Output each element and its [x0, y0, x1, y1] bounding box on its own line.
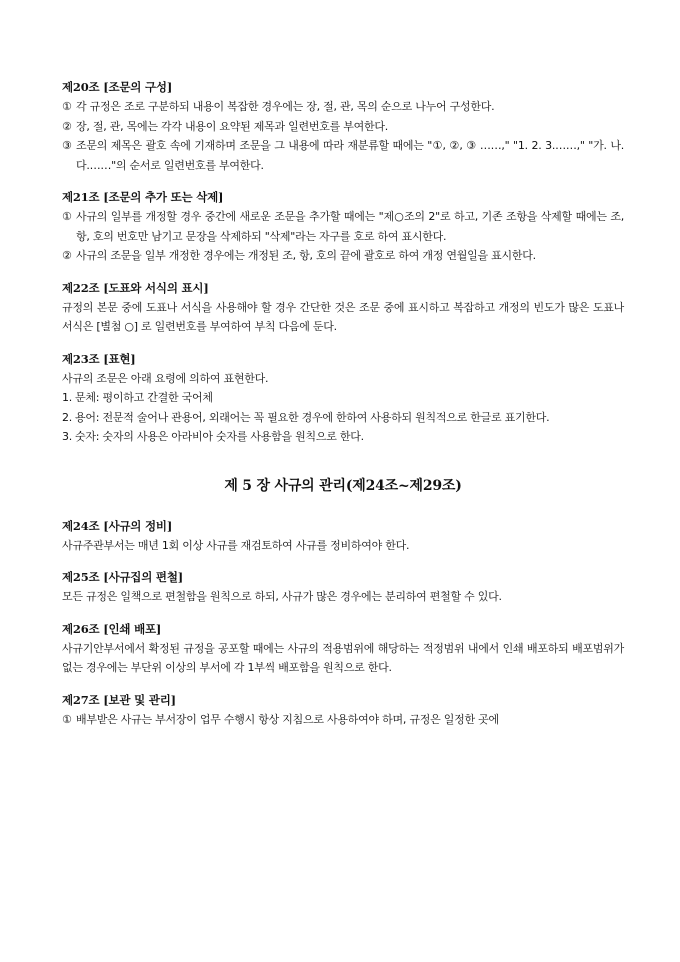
item-number: 2.	[62, 410, 72, 424]
item-number: 3.	[62, 430, 72, 443]
clause-item	[62, 246, 624, 266]
clause-item	[62, 136, 624, 175]
clause-text: 각 규정은 조로 구분하되 내용이 복잡한 경우에는 장, 절, 관, 목의 순으로 나누어 구성한다.	[76, 100, 495, 113]
article-23	[62, 350, 624, 447]
article-title: 제23조 [표현]	[62, 351, 136, 366]
clause-text: 사규의 조문을 일부 개정한 경우에는 개정된 조, 항, 호의 끝에 괄호로 하여 개정 연월일을 표시한다.	[76, 249, 536, 262]
document-page	[62, 78, 624, 729]
clause-marker: ①	[62, 100, 72, 113]
clause-item	[62, 97, 624, 117]
clause-text: 사규의 일부를 개정할 경우 중간에 새로운 조문을 추가할 때에는 "제○조의 2"로 하고, 기존 조항을 삭제할 때에는 조, 항, 호의 번호만 남기고 문장을 삭제하되 "삭제"라는 자구를 호로 하여 표시한다.	[76, 210, 624, 243]
article-title: 제24조 [사규의 정비]	[62, 518, 173, 533]
article-title: 제27조 [보관 및 관리]	[62, 692, 176, 707]
item-text: 문체: 평이하고 간결한 국어체	[75, 391, 213, 404]
item-text: 숫자: 숫자의 사용은 아라비아 숫자를 사용함을 원칙으로 한다.	[75, 430, 364, 443]
clause-text: 장, 절, 관, 목에는 각각 내용이 요약된 제목과 일련번호를 부여한다.	[76, 119, 388, 133]
article-22	[62, 279, 624, 337]
numbered-item	[62, 408, 624, 428]
article-body: 사규기안부서에서 확정된 규정을 공포할 때에는 사규의 적용범위에 해당하는 적정범위 내에서 인쇄 배포하되 배포범위가 없는 경우에는 부단위 이상의 부서에 각 1부씩 배포함을 원칙으로 한다.	[62, 641, 624, 674]
clause-text: 조문의 제목은 괄호 속에 기재하며 조문을 그 내용에 따라 재분류할 때에는 "①, ②, ③ ……," "1. 2. 3.……," "가. 나. 다.……"의 순서로 일련번호를 부여한다.	[76, 139, 624, 172]
item-text: 용어: 전문적 술어나 관용어, 외래어는 꼭 필요한 경우에 한하여 사용하되 원칙적으로 한글로 표기한다.	[75, 410, 550, 424]
article-body: 사규주관부서는 매년 1회 이상 사규를 재검토하여 사규를 정비하여야 한다.	[62, 538, 410, 552]
clause-marker: ②	[62, 249, 72, 262]
clause-text: 배부받은 사규는 부서장이 업무 수행시 항상 지침으로 사용하여야 하며, 규정은 일정한 곳에	[76, 712, 499, 726]
article-title: 제22조 [도표와 서식의 표시]	[62, 280, 209, 295]
article-title: 제26조 [인쇄 배포]	[62, 621, 162, 636]
article-title: 제20조 [조문의 구성]	[62, 80, 173, 94]
clause-marker: ①	[62, 712, 72, 726]
article-body: 규정의 본문 중에 도표나 서식을 사용해야 할 경우 간단한 것은 조문 중에 표시하고 복잡하고 개정의 빈도가 많은 도표나 서식은 [별첨 ○] 로 일련번호를 부여하여 부칙 다음에 둔다.	[62, 300, 624, 333]
article-body: 모든 규정은 일책으로 편철함을 원칙으로 하되, 사규가 많은 경우에는 분리하여 편철할 수 있다.	[62, 590, 502, 603]
article-intro: 사규의 조문은 아래 요령에 의하여 표현한다.	[62, 371, 269, 385]
numbered-item	[62, 388, 624, 408]
article-26	[62, 620, 624, 678]
article-title: 제21조 [조문의 추가 또는 삭제]	[62, 190, 224, 204]
article-25	[62, 568, 624, 607]
clause-marker: ③	[62, 139, 72, 152]
article-21	[62, 188, 624, 266]
clause-item	[62, 207, 624, 246]
clause-marker: ①	[62, 210, 72, 223]
numbered-item	[62, 427, 624, 447]
article-20	[62, 78, 624, 175]
article-title: 제25조 [사규집의 편철]	[62, 570, 183, 584]
clause-item	[62, 710, 624, 730]
article-27	[62, 691, 624, 730]
clause-marker: ②	[62, 119, 72, 133]
article-24	[62, 517, 624, 556]
item-number: 1.	[62, 391, 72, 404]
clause-item	[62, 117, 624, 137]
chapter-heading: 제 5 장 사규의 관리(제24조~제29조)	[224, 477, 462, 494]
